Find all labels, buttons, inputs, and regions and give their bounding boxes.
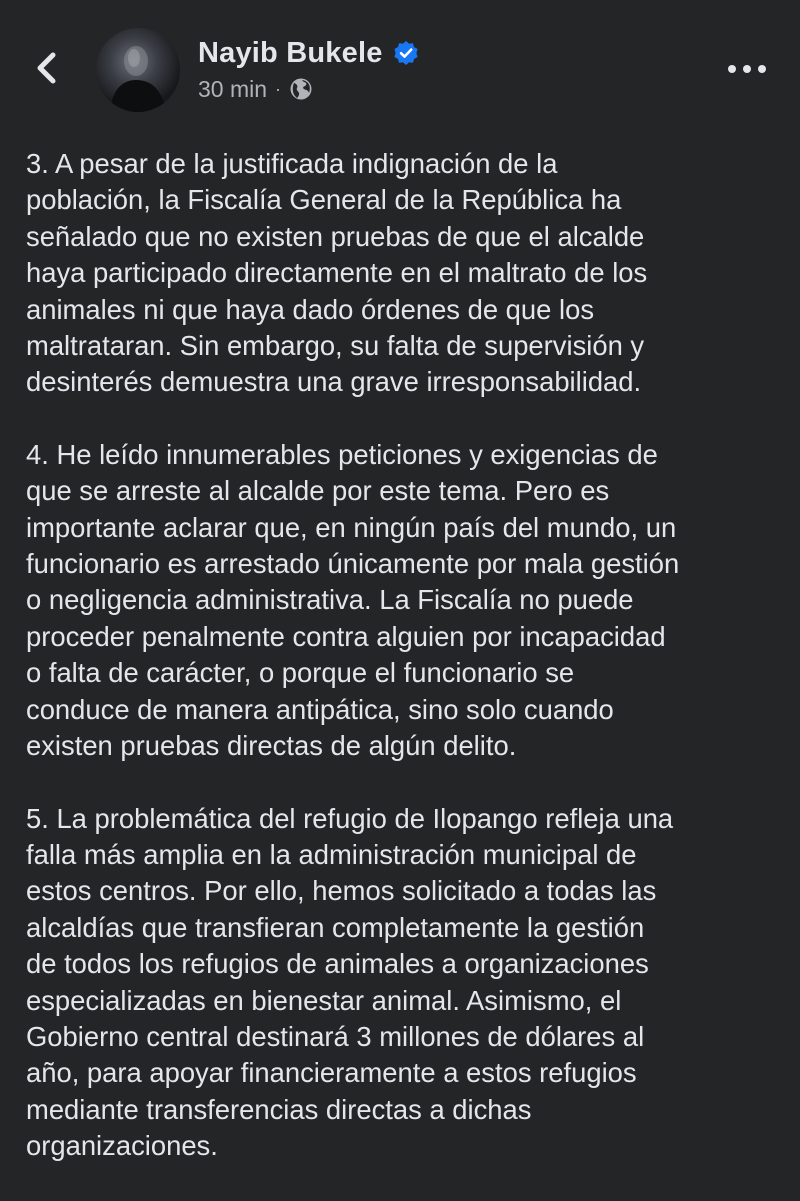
- post-body: [26, 146, 786, 1201]
- post-text-line: o falta de carácter, o porque el funcionario se: [26, 657, 575, 689]
- post-text-line: conduce de manera antipática, sino solo cuando: [26, 693, 614, 725]
- post-paragraph-4: [26, 437, 786, 765]
- more-options-button[interactable]: [720, 48, 774, 92]
- post-text-line: población, la Fiscalía General de la República ha: [26, 184, 622, 216]
- post-text-line: organizaciones.: [26, 1130, 218, 1162]
- chevron-left-icon: [33, 50, 61, 91]
- post-text-line: alcaldías que transfieran completamente la gestión: [26, 911, 645, 943]
- post-text-line: año, para apoyar financieramente a estos refugios: [26, 1057, 637, 1089]
- post-text-line: haya participado directamente en el maltrato de los: [26, 257, 648, 289]
- post-text-line: falla más amplia en la administración municipal de: [26, 838, 637, 870]
- post-timestamp[interactable]: 30 min: [198, 75, 268, 102]
- post-text-line: funcionario es arrestado únicamente por mala gestión: [26, 548, 680, 580]
- post-text-line: importante aclarar que, en ningún país del mundo, un: [26, 511, 677, 543]
- globe-icon: [289, 77, 313, 101]
- post-text-line: mediante transferencias directas a dichas: [26, 1093, 532, 1125]
- post-meta: [198, 74, 313, 104]
- post-text-line: desinterés demuestra una grave irresponsabilidad.: [26, 366, 642, 398]
- post-text-line: señalado que no existen pruebas de que el alcalde: [26, 220, 645, 252]
- post-text-line: existen pruebas directas de algún delito.: [26, 730, 517, 762]
- verified-badge-icon: [393, 40, 419, 66]
- more-horizontal-icon: [727, 61, 767, 79]
- post-text-line: proceder penalmente contra alguien por incapacidad: [26, 620, 666, 652]
- post-text-line: 5. La problemática del refugio de Ilopango refleja una: [26, 802, 674, 834]
- post-paragraph-3: [26, 146, 786, 401]
- post-text-line: que se arreste al alcalde por este tema. Pero es: [26, 475, 610, 507]
- post-paragraph-5: [26, 801, 786, 1165]
- avatar-portrait: [96, 28, 180, 112]
- post-header: [0, 0, 800, 140]
- post-text-line: 4. He leído innumerables peticiones y exigencias de: [26, 438, 658, 470]
- post-text-line: especializadas en bienestar animal. Asimismo, el: [26, 984, 622, 1016]
- author-name[interactable]: Nayib Bukele: [198, 36, 383, 69]
- post-text-line: o negligencia administrativa. La Fiscalía no puede: [26, 584, 634, 616]
- post-text-line: maltrataran. Sin embargo, su falta de supervisión y: [26, 330, 645, 362]
- post-text-line: estos centros. Por ello, hemos solicitado a todas las: [26, 875, 657, 907]
- post-text-line: 3. A pesar de la justificada indignación de la: [26, 148, 558, 179]
- post-text-line: Gobierno central destinará 3 millones de dólares al: [26, 1020, 645, 1052]
- meta-separator: ·: [275, 78, 282, 99]
- back-button[interactable]: [22, 45, 72, 95]
- avatar[interactable]: [96, 28, 180, 112]
- author-row: [198, 33, 419, 73]
- post-text-line: animales ni que haya dado órdenes de que los: [26, 293, 595, 325]
- post-text-line: de todos los refugios de animales a organizaciones: [26, 948, 649, 980]
